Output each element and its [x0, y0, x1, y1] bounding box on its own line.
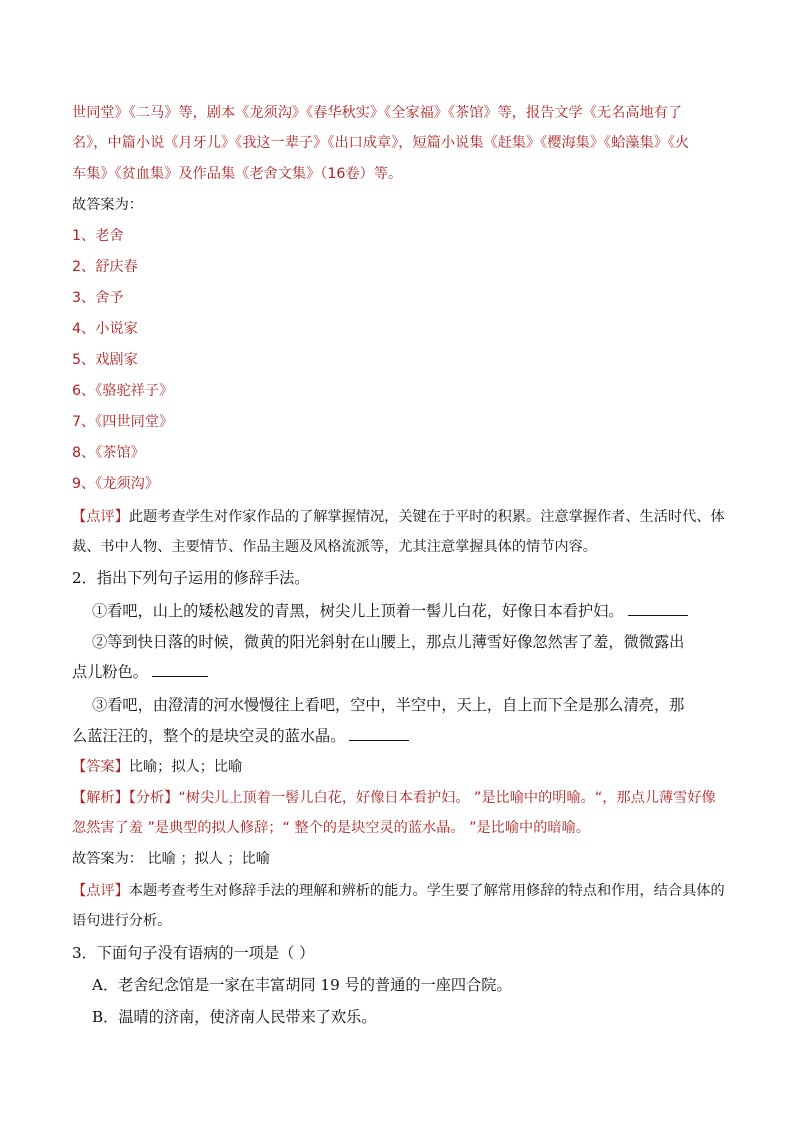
answer-value: 比喻；拟人；比喻: [128, 759, 243, 775]
q3-option-a[interactable]: A．老舍纪念馆是一家在丰富胡同 19 号的普通的一座四合院。: [92, 976, 512, 994]
answer-item-9: 9、《龙须沟》: [72, 476, 160, 492]
question-2-title: 2．指出下列句子运用的修辞手法。: [72, 569, 310, 587]
q2-analysis-line-1: [72, 788, 727, 808]
answer-item-5: 5、戏剧家: [72, 352, 138, 368]
q2-sentence-2-tail: 点儿粉色。: [72, 663, 148, 681]
answer-blank-3[interactable]: [349, 726, 409, 741]
q2-sentence-3-tail: 么蓝汪汪的，整个的是块空灵的蓝水晶。: [72, 727, 346, 745]
q2-final-answer: 故答案为： 比喻 ；拟人 ；比喻: [72, 851, 270, 867]
q2-analysis-line-2: 忽然害了羞 ”是典型的拟人修辞；“ 整个的是块空灵的蓝水晶。 ”是比喻中的暗喻。: [72, 820, 590, 836]
comment-label: 【点评】: [72, 509, 129, 525]
comment-text: 此题考查学生对作家作品的了解掌握情况，关键在于平时的积累。注意掌握作者、生活时代、体: [128, 509, 725, 525]
answer-label: 【答案】: [72, 759, 129, 775]
q2-sentence-2-line-1: ②等到快日落的时候，微黄的阳光斜射在山腰上，那点儿薄雪好像忽然害了羞，微微露出: [92, 633, 685, 651]
answer-item-1: 1、老舍: [72, 228, 124, 244]
q2-answer: [72, 757, 727, 777]
answer-blank-1[interactable]: [628, 601, 688, 616]
q1-comment-line-1: [72, 507, 727, 527]
answer-item-4: 4、小说家: [72, 321, 138, 337]
analysis-label: 【解析】【分析】: [72, 790, 179, 806]
answer-item-2: 2、舒庆春: [72, 259, 138, 275]
answer-intro: 故答案为：: [72, 197, 143, 213]
answer-text-line-3: 车集》《贫血集》及作品集《老舍文集》（16卷）等。: [72, 166, 403, 182]
q2-sentence-3-line-1: ③看吧，由澄清的河水慢慢往上看吧，空中，半空中，天上，自上而下全是那么清亮，那: [92, 696, 685, 714]
q3-option-b[interactable]: B．温晴的济南，使济南人民带来了欢乐。: [92, 1008, 377, 1026]
answer-item-7: 7、《四世同堂》: [72, 414, 174, 430]
answer-text-line-2: 名》，中篇小说《月牙儿》《我这一辈子》《出口成章》，短篇小说集《赶集》《樱海集》《蛤藻集》《火: [72, 135, 690, 151]
answer-blank-2[interactable]: [152, 662, 208, 677]
question-3-title: 3．下面句子没有语病的一项是（ ）: [72, 944, 315, 962]
q2-sentence-3-line-2: [72, 726, 727, 746]
answer-item-8: 8、《茶馆》: [72, 445, 145, 461]
answer-item-3: 3、舍予: [72, 290, 124, 306]
comment-text: 本题考查考生对修辞手法的理解和辨析的能力。学生要了解常用修辞的特点和作用，结合具体的: [128, 883, 725, 899]
comment-label: 【点评】: [72, 883, 129, 899]
q1-comment-line-2: 裁、书中人物、主要情节、作品主题及风格流派等，尤其注意掌握具体的情节内容。: [72, 539, 597, 555]
answer-text-line-1: 世同堂》《二马》等，剧本《龙须沟》《春华秋实》《全家福》《茶馆》等，报告文学《无名高地有了: [72, 105, 683, 121]
q2-comment-line-1: [72, 881, 727, 901]
analysis-text: “树尖儿上顶着一髻儿白花，好像日本看护妇。 ”是比喻中的明喻。“，那点儿薄雪好像: [178, 790, 716, 806]
q2-sentence-1: [92, 601, 747, 621]
q2-sentence-1-text: ①看吧，山上的矮松越发的青黑，树尖儿上顶着一髻儿白花，好像日本看护妇。: [92, 602, 624, 620]
q2-sentence-2-line-2: [72, 662, 727, 682]
answer-item-6: 6、《骆驼祥子》: [72, 383, 174, 399]
q2-comment-line-2: 语句进行分析。: [72, 913, 172, 929]
